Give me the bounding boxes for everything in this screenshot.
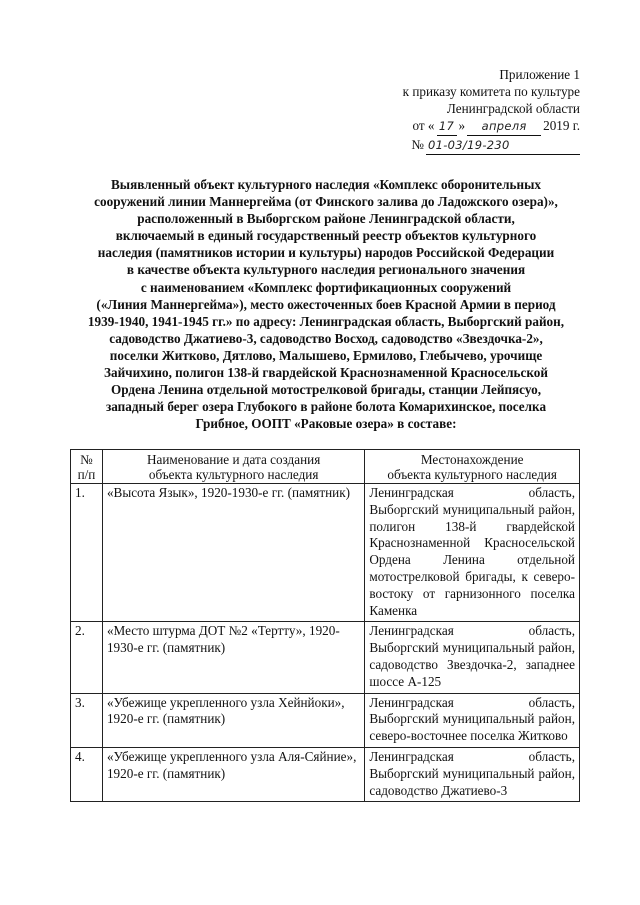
object-location: Ленинградская область, Выборгский муниципальный район, северо-восточнее поселка Житково bbox=[365, 693, 580, 747]
title-line: с наименованием «Комплекс фортификационных сооружений bbox=[140, 279, 512, 295]
appendix-region: Ленинградской области bbox=[446, 101, 580, 116]
table-row bbox=[71, 693, 580, 747]
row-number: 2. bbox=[71, 622, 103, 693]
header-num bbox=[71, 450, 103, 484]
number-prefix: № bbox=[411, 137, 424, 152]
table-row bbox=[71, 484, 580, 622]
header-name bbox=[102, 450, 364, 484]
date-month-handwritten: апреля bbox=[467, 118, 541, 136]
header-num-line1: № bbox=[80, 452, 93, 467]
order-number-handwritten: 01-03/19-230 bbox=[426, 137, 580, 155]
object-location: Ленинградская область, Выборгский муниципальный район, садоводство Джатиево-3 bbox=[365, 747, 580, 801]
title-line: Выявленный объект культурного наследия «Комплекс оборонительных bbox=[111, 177, 541, 192]
title-line: 1939-1940, 1941-1945 гг.» по адресу: Ленинградская область, Выборгский район, bbox=[87, 313, 565, 329]
title-line: включаемый в единый государственный реестр объектов культурного bbox=[115, 228, 537, 244]
title-line: Ордена Ленина отдельной мотострелковой бригады, станции Лейпясуо, bbox=[110, 382, 542, 398]
date-day-handwritten: 17 bbox=[437, 118, 457, 136]
date-prefix: от « bbox=[412, 118, 435, 133]
header-num-line2: п/п bbox=[77, 467, 96, 482]
appendix-order-ref: к приказу комитета по культуре bbox=[402, 84, 580, 99]
object-name: «Убежище укрепленного узла Аля-Сяйние», 1920-е гг. (памятник) bbox=[102, 747, 364, 801]
table-row bbox=[71, 622, 580, 693]
row-number: 3. bbox=[71, 693, 103, 747]
document-title bbox=[66, 176, 586, 432]
header-loc-line2: объекта культурного наследия bbox=[387, 467, 557, 482]
date-mid: » bbox=[458, 118, 466, 133]
appendix-block bbox=[370, 66, 580, 155]
object-name: «Высота Язык», 1920-1930-е гг. (памятник) bbox=[102, 484, 364, 622]
title-line: поселки Житково, Дятлово, Малышево, Ермилово, Глебычево, урочище bbox=[109, 347, 543, 363]
object-location: Ленинградская область, Выборгский муниципальный район, садоводство Звездочка-2, западнее шоссе А-125 bbox=[365, 622, 580, 693]
header-location bbox=[365, 450, 580, 484]
object-location: Ленинградская область, Выборгский муниципальный район, полигон 138-й гвардейской Краснознаменной Красносельской Ордена Ленина отдельной мотострелковой бригады, к северо-востоку от гарнизонного поселка Каменка bbox=[365, 484, 580, 622]
table-header-row bbox=[71, 450, 580, 484]
appendix-date-row bbox=[370, 117, 580, 136]
header-name-line2: объекта культурного наследия bbox=[148, 467, 319, 482]
header-loc-line1: Местонахождение bbox=[420, 452, 524, 467]
title-line: садоводство Джатиево-3, садоводство Восход, садоводство «Звездочка-2», bbox=[109, 330, 543, 346]
object-name: «Место штурма ДОТ №2 «Тертту», 1920-1930-е гг. (памятник) bbox=[102, 622, 364, 693]
title-line: наследия (памятников истории и культуры) народов Российской Федерации bbox=[97, 245, 555, 261]
title-line: («Линия Маннергейма»), место ожесточенных боев Красной Армии в период bbox=[96, 296, 556, 312]
title-line: расположенный в Выборгском районе Ленинградской области, bbox=[137, 211, 515, 227]
row-number: 4. bbox=[71, 747, 103, 801]
row-number: 1. bbox=[71, 484, 103, 622]
header-name-line1: Наименование и дата создания bbox=[147, 452, 321, 467]
title-line: западный берег озера Глубокого в районе болота Комарихинское, поселка bbox=[105, 399, 547, 415]
appendix-number-row bbox=[370, 136, 580, 155]
object-name: «Убежище укрепленного узла Хейнйоки», 1920-е гг. (памятник) bbox=[102, 693, 364, 747]
title-line: Зайчихино, полигон 138-й гвардейской Краснознаменной Красносельской bbox=[104, 365, 548, 381]
title-line: в качестве объекта культурного наследия регионального значения bbox=[126, 262, 526, 278]
objects-table bbox=[70, 449, 580, 802]
date-year: 2019 г. bbox=[543, 118, 580, 133]
title-line: Грибное, ООПТ «Раковые озера» в составе: bbox=[195, 416, 457, 432]
appendix-title: Приложение 1 bbox=[499, 67, 580, 82]
table-row bbox=[71, 747, 580, 801]
title-line: сооружений линии Маннергейма (от Финского залива до Ладожского озера)», bbox=[94, 194, 558, 210]
